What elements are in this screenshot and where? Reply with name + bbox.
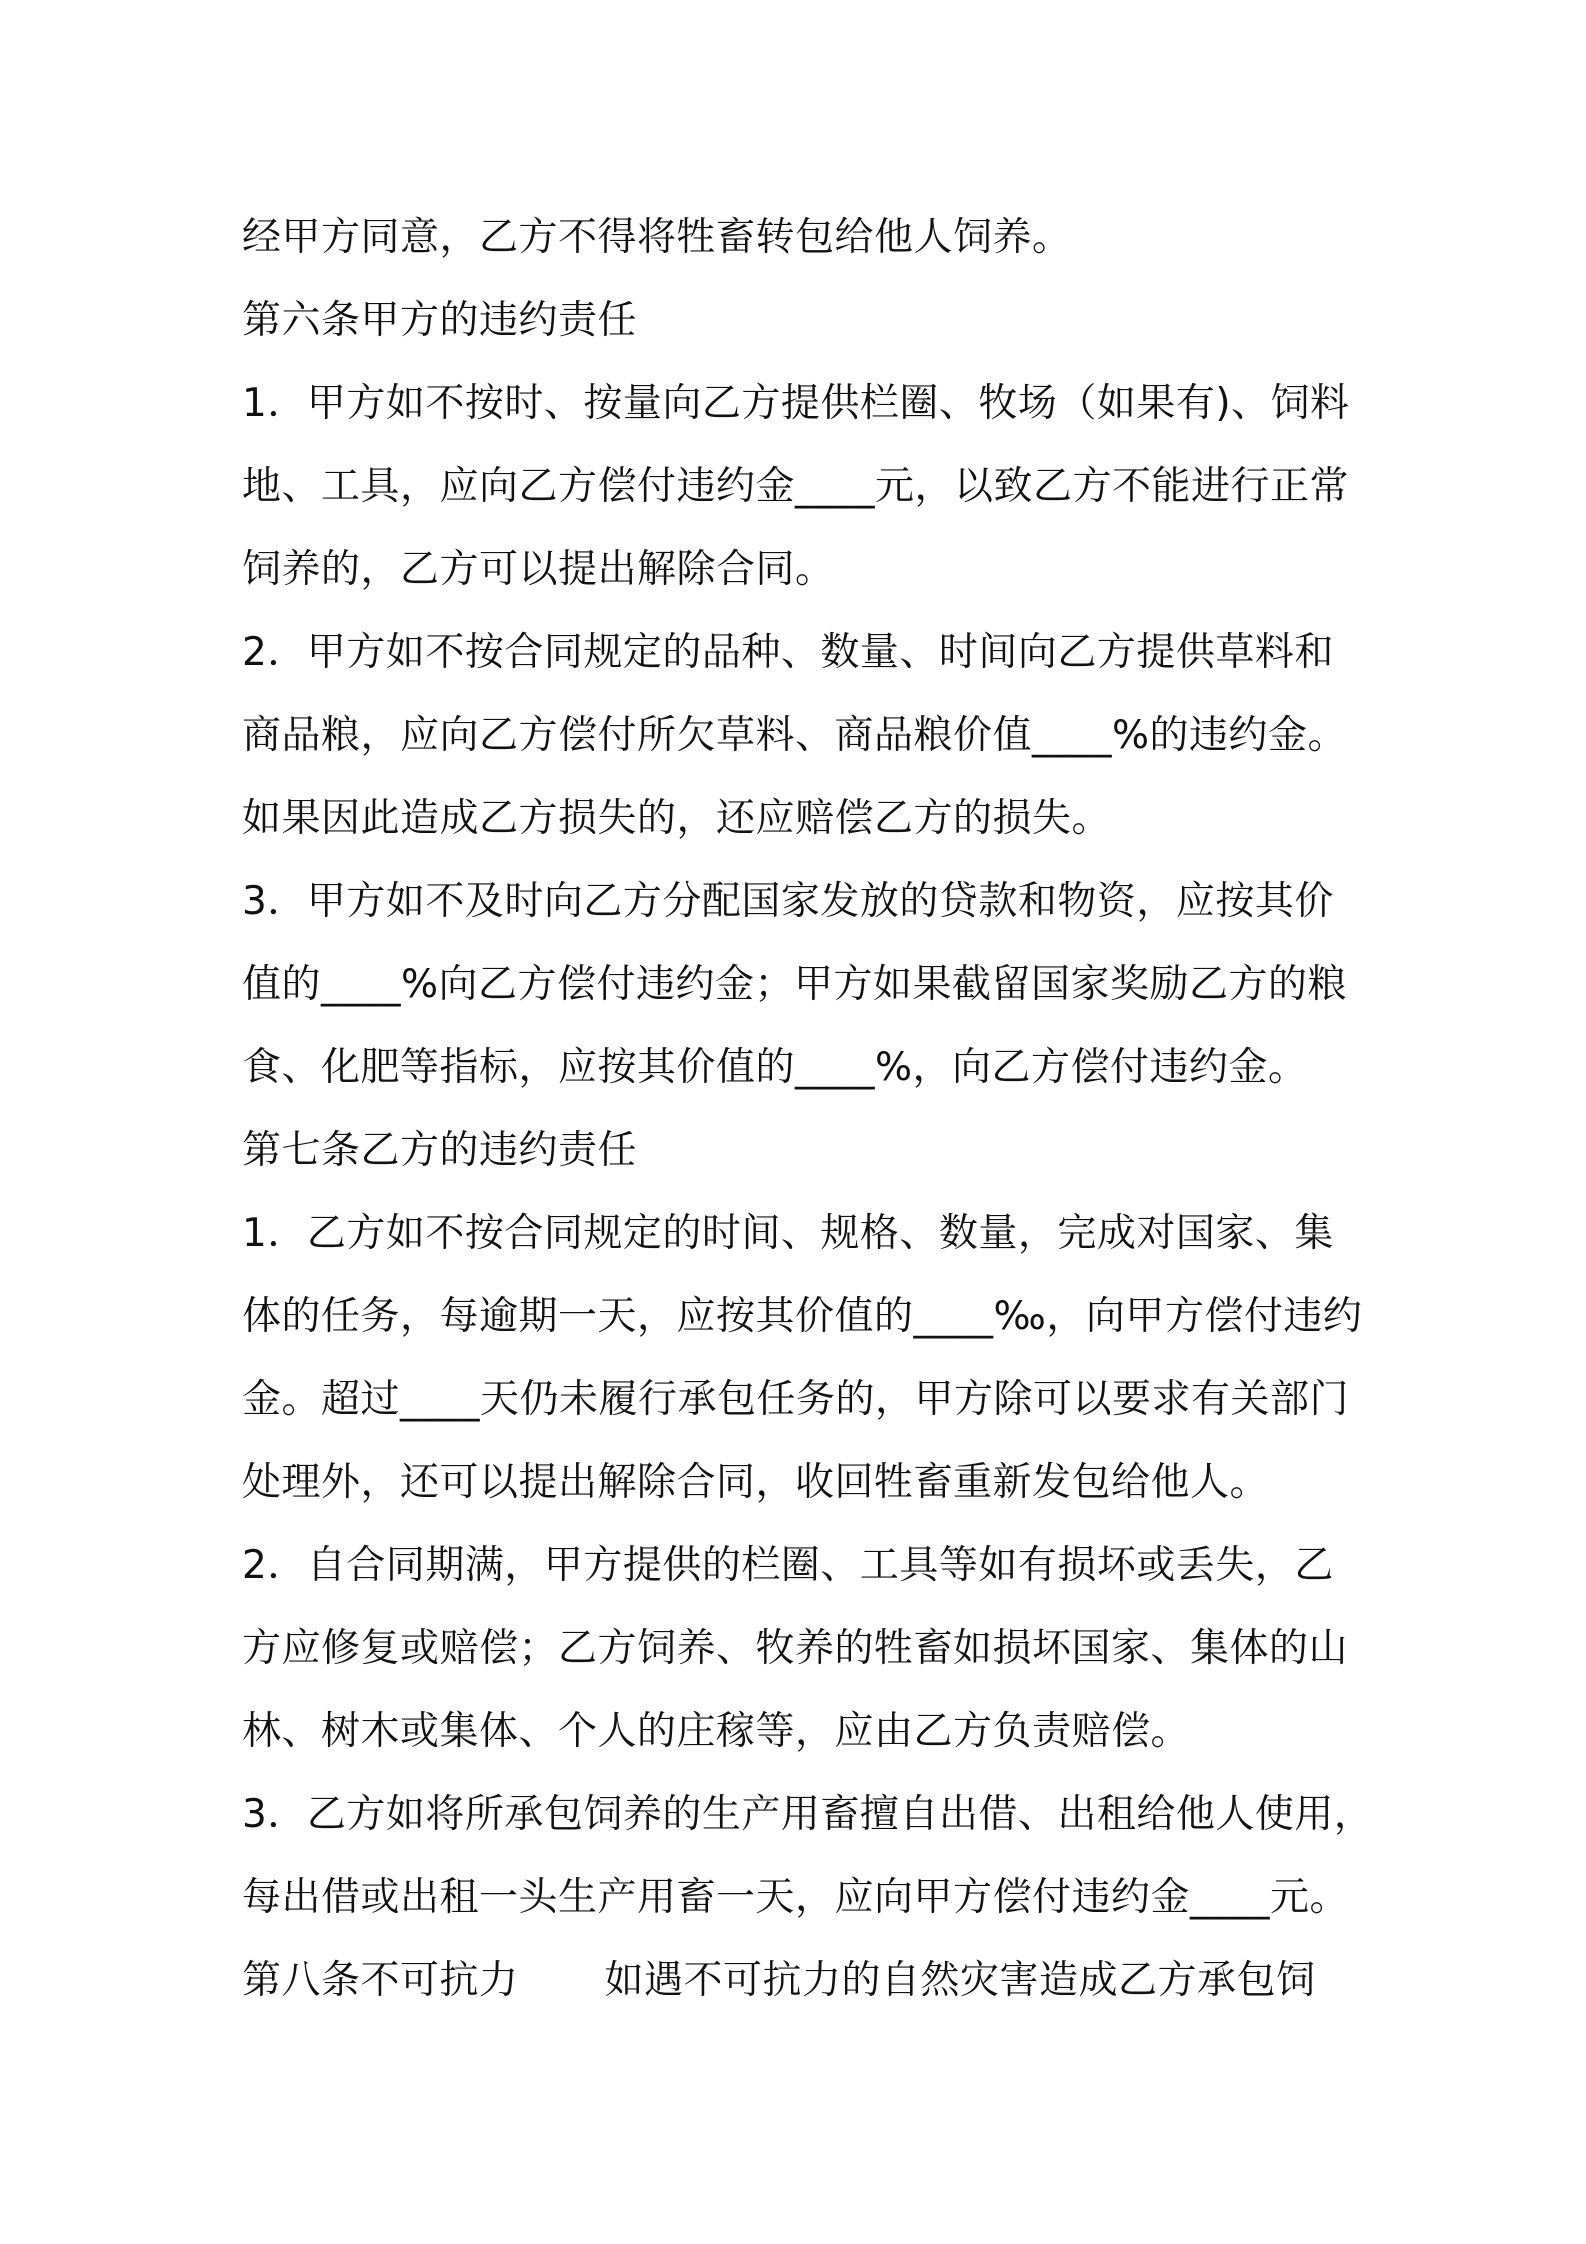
text-line-11: 食、化肥等指标，应按其价值的____%，向乙方偿付违约金。	[242, 1045, 1308, 1090]
text-line-17: 2．自合同期满，甲方提供的栏圈、工具等如有损坏或丢失，乙	[242, 1543, 1334, 1588]
text-line-1: 经甲方同意，乙方不得将牲畜转包给他人饲养。	[242, 215, 1072, 260]
text-line-10: 值的____%向乙方偿付违约金；甲方如果截留国家奖励乙方的粮	[242, 962, 1348, 1007]
article-8-heading: 第八条不可抗力	[242, 1958, 519, 2003]
text-line-8: 如果因此造成乙方损失的，还应赔偿乙方的损失。	[242, 796, 1112, 841]
text-line-14: 体的任务，每逾期一天，应按其价值的____‰，向甲方偿付违约	[242, 1294, 1363, 1339]
text-line-20: 3．乙方如将所承包饲养的生产用畜擅自出借、出租给他人使用，	[242, 1792, 1374, 1837]
text-line-7: 商品粮，应向乙方偿付所欠草料、商品粮价值____%的违约金。	[242, 713, 1348, 758]
article-8-text: 如遇不可抗力的自然灾害造成乙方承包饲	[604, 1958, 1316, 2003]
text-line-21: 每出借或出租一头生产用畜一天，应向甲方偿付违约金____元。	[242, 1875, 1350, 1920]
text-line-3: 1．甲方如不按时、按量向乙方提供栏圈、牧场（如果有)、饲料	[242, 381, 1350, 426]
article-8-line	[242, 1939, 1372, 2022]
text-line-15: 金。超过____天仍未履行承包任务的，甲方除可以要求有关部门	[242, 1377, 1350, 1422]
text-line-13: 1．乙方如不按合同规定的时间、规格、数量，完成对国家、集	[242, 1211, 1334, 1256]
text-line-16: 处理外，还可以提出解除合同，收回牲畜重新发包给他人。	[242, 1460, 1270, 1505]
text-line-18: 方应修复或赔偿；乙方饲养、牧养的牲畜如损坏国家、集体的山	[242, 1626, 1349, 1671]
text-line-19: 林、树木或集体、个人的庄稼等，应由乙方负责赔偿。	[242, 1709, 1191, 1754]
text-line-6: 2．甲方如不按合同规定的品种、数量、时间向乙方提供草料和	[242, 630, 1334, 675]
text-line-4: 地、工具，应向乙方偿付违约金____元，以致乙方不能进行正常	[242, 464, 1350, 509]
text-line-9: 3．甲方如不及时向乙方分配国家发放的贷款和物资，应按其价	[242, 879, 1334, 924]
text-line-5: 饲养的，乙方可以提出解除合同。	[242, 547, 835, 592]
article-6-heading: 第六条甲方的违约责任	[242, 298, 638, 343]
article-7-heading: 第七条乙方的违约责任	[242, 1128, 638, 1173]
document-body	[242, 196, 1372, 2022]
